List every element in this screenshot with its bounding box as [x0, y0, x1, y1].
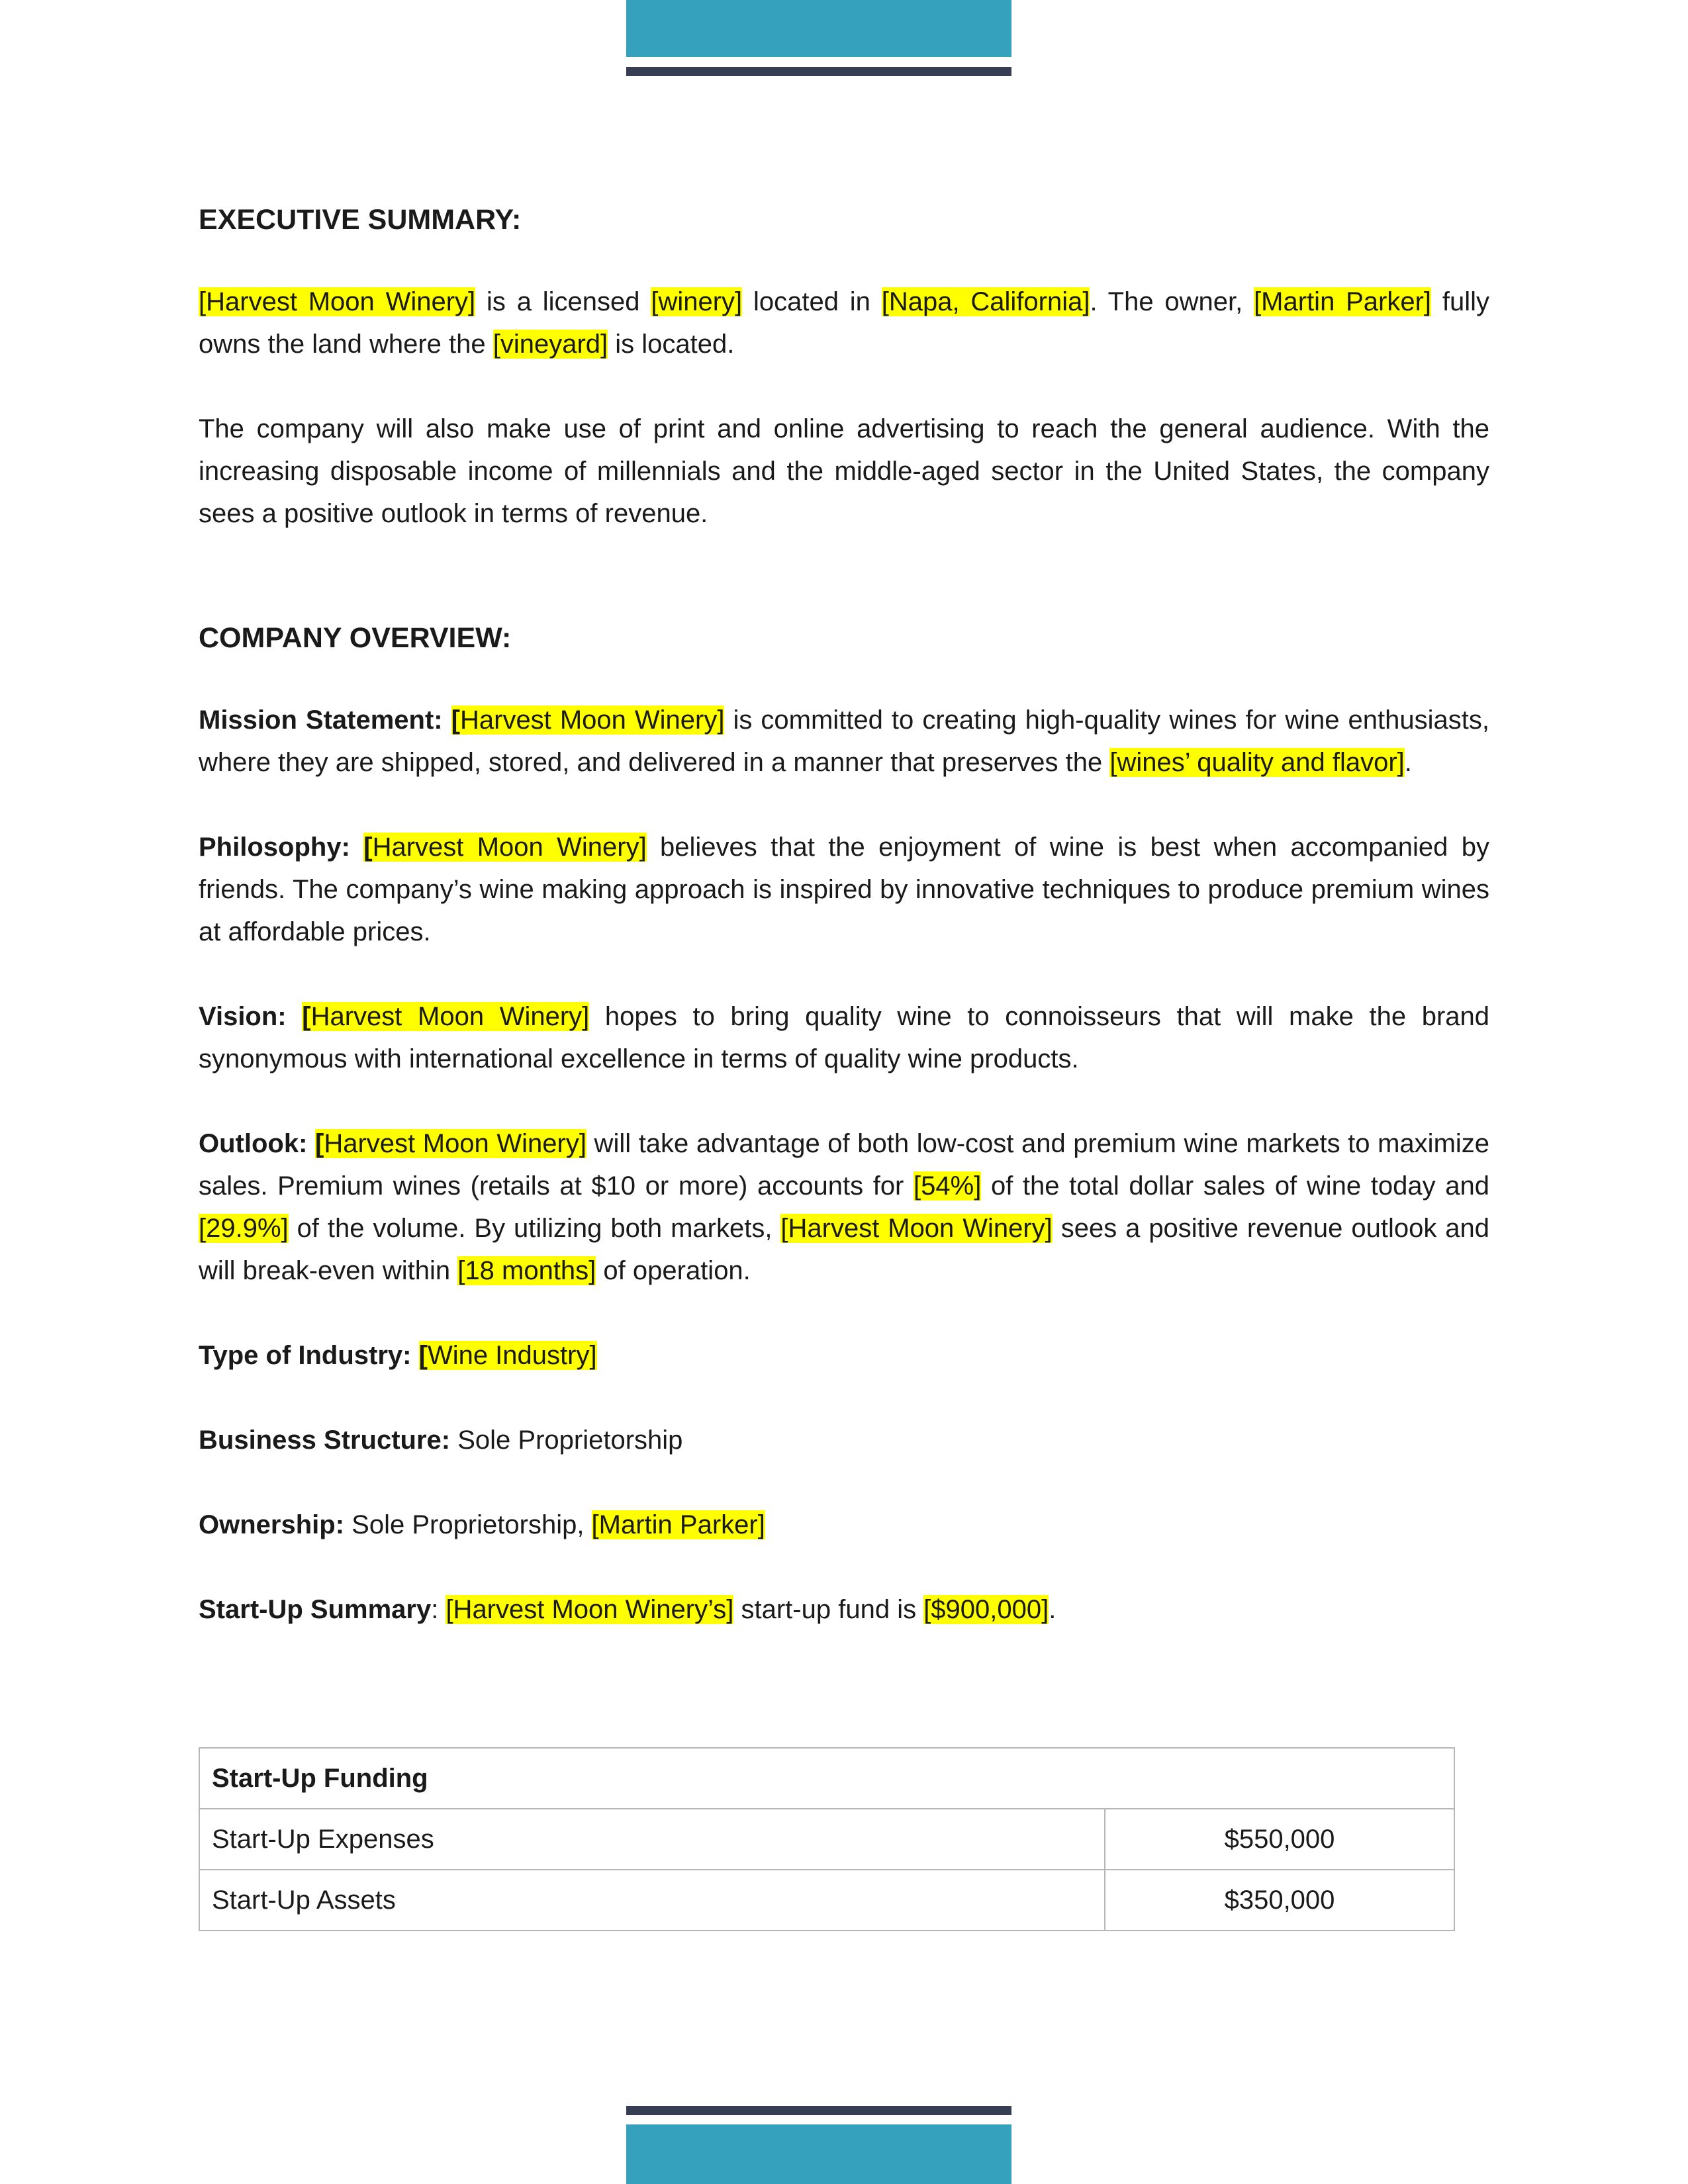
philosophy-label: Philosophy:	[199, 833, 364, 862]
executive-summary-paragraph-2: The company will also make use of print and online advertising to reach the general audience. With the increasing disposable income of millennials and the middle-aged sector in the United States, the company sees a positive outlook in terms of revenue.	[199, 414, 1489, 528]
mission-statement	[199, 699, 1489, 784]
placeholder-company: [Harvest Moon Winery]	[199, 287, 476, 316]
footer-teal-bar	[626, 2124, 1011, 2184]
placeholder-company: [Harvest Moon Winery]	[780, 1214, 1053, 1243]
header-teal-bar	[626, 0, 1011, 57]
structure-label: Business Structure:	[199, 1426, 451, 1455]
text: Wine Industry]	[427, 1341, 597, 1370]
text: believes that the enjoyment of wine is best when accompanied by friends. The company’s wine making approach is inspired by innovative techniques to produce premium wines at affordable prices.	[199, 833, 1490, 946]
industry-label: Type of Industry:	[199, 1341, 419, 1370]
row-label: Start-Up Expenses	[199, 1809, 1105, 1870]
executive-summary-paragraph-1	[199, 281, 1489, 365]
table-row	[199, 1809, 1454, 1870]
text: is located.	[608, 330, 735, 359]
mission-label: Mission Statement:	[199, 705, 451, 735]
text: of the total dollar sales of wine today and	[981, 1171, 1489, 1201]
placeholder-company: [Harvest Moon Winery’s]	[445, 1595, 734, 1624]
executive-summary-heading: EXECUTIVE SUMMARY:	[199, 204, 522, 236]
table-row	[199, 1870, 1454, 1931]
start-up-summary	[199, 1588, 1489, 1631]
business-structure	[199, 1419, 1489, 1461]
placeholder-industry	[419, 1341, 597, 1370]
text: is committed to creating high-quality wines for wine enthusiasts, where they are shipped, stored, and delivered in a manner that preserves the	[199, 705, 1489, 777]
bracket: [	[315, 1129, 324, 1158]
placeholder-company	[451, 705, 725, 735]
startup-label: Start-Up Summary	[199, 1595, 432, 1624]
start-up-funding-table	[199, 1747, 1455, 1931]
table-title: Start-Up Funding	[199, 1748, 1454, 1809]
placeholder-company	[302, 1002, 589, 1031]
row-value: $350,000	[1105, 1870, 1454, 1931]
text: fully owns the land where the	[199, 287, 1489, 359]
row-label: Start-Up Assets	[199, 1870, 1105, 1931]
placeholder-months: [18 months]	[457, 1256, 596, 1285]
placeholder-place: [vineyard]	[492, 330, 608, 359]
text: start-up fund is	[733, 1595, 924, 1624]
outlook-label: Outlook:	[199, 1129, 316, 1158]
outlook	[199, 1122, 1489, 1292]
vision	[199, 995, 1489, 1080]
placeholder-owner: [Martin Parker]	[1254, 287, 1432, 316]
ownership	[199, 1504, 1489, 1546]
philosophy	[199, 826, 1489, 953]
placeholder-percent-sales: [54%]	[914, 1171, 982, 1201]
text: hopes to bring quality wine to connoisseurs that will make the brand synonymous with international excellence in terms of quality wine products.	[199, 1002, 1490, 1073]
ownership-label: Ownership:	[199, 1510, 345, 1539]
text: of the volume. By utilizing both markets,	[288, 1214, 781, 1243]
placeholder-percent-volume: [29.9%]	[199, 1214, 289, 1243]
text: located in	[742, 287, 882, 316]
footer-navy-line	[626, 2106, 1011, 2115]
document-body	[199, 196, 1489, 1631]
text: sees a positive revenue outlook and will break-even within	[199, 1214, 1489, 1285]
text: .	[1404, 748, 1412, 777]
row-value: $550,000	[1105, 1809, 1454, 1870]
placeholder-type: [winery]	[651, 287, 743, 316]
text: Harvest Moon Winery]	[459, 705, 725, 735]
text: Harvest Moon Winery]	[310, 1002, 590, 1031]
text: of operation.	[596, 1256, 751, 1285]
text: Harvest Moon Winery]	[372, 833, 647, 862]
text: . The owner,	[1090, 287, 1254, 316]
bracket: [	[302, 1002, 311, 1031]
text: .	[1049, 1595, 1056, 1624]
table-header-row	[199, 1748, 1454, 1809]
text: is a licensed	[475, 287, 651, 316]
type-of-industry	[199, 1334, 1489, 1377]
placeholder-amount: [$900,000]	[923, 1595, 1049, 1624]
bracket: [	[418, 1341, 428, 1370]
bracket: [	[363, 833, 373, 862]
placeholder-company	[363, 833, 646, 862]
placeholder-location: [Napa, California]	[881, 287, 1090, 316]
bracket: [	[451, 705, 460, 735]
text: Sole Proprietorship,	[344, 1510, 592, 1539]
text: :	[431, 1595, 446, 1624]
vision-label: Vision:	[199, 1002, 303, 1031]
text: Harvest Moon Winery]	[324, 1129, 586, 1158]
company-overview-heading: COMPANY OVERVIEW:	[199, 622, 512, 654]
placeholder-quality: [wines’ quality and flavor]	[1109, 748, 1405, 777]
header-navy-line	[626, 67, 1011, 76]
placeholder-owner: [Martin Parker]	[591, 1510, 765, 1539]
text: will take advantage of both low-cost and premium wine markets to maximize sales. Premium wines (retails at $10 or more) accounts for	[199, 1129, 1490, 1201]
text: Sole Proprietorship	[450, 1426, 683, 1455]
placeholder-company	[315, 1129, 586, 1158]
